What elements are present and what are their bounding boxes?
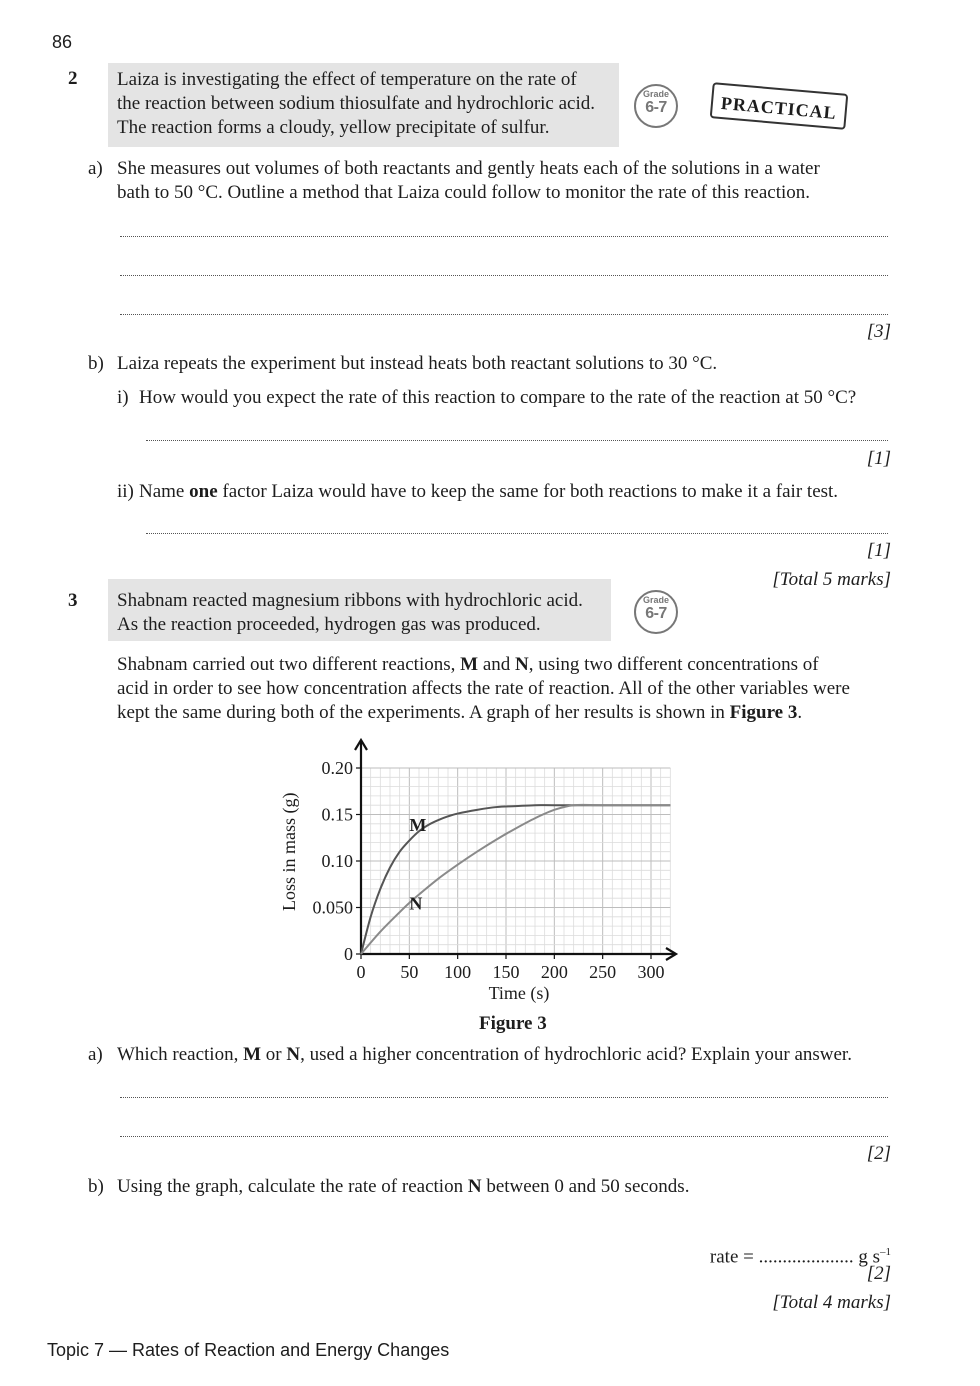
q2bi-label: i) — [117, 387, 129, 408]
q2a-answer-line-2[interactable] — [120, 275, 888, 276]
q2a-answer-line-3[interactable] — [120, 314, 888, 315]
q3-para-line3 — [117, 701, 802, 725]
q3-para-l1-m: M — [460, 654, 479, 675]
q3a-text — [117, 1043, 852, 1067]
q3b-post: between 0 and 50 seconds. — [481, 1176, 690, 1197]
q3a-answer-line-2[interactable] — [120, 1136, 888, 1137]
q3-para-l3-b: . — [797, 702, 803, 723]
q3-number: 3 — [68, 590, 78, 611]
q3-para-l1-b: and — [478, 654, 515, 675]
q2bii-label: ii) — [117, 481, 134, 502]
q2b-text: Laiza repeats the experiment but instead heats both reactant solutions to 30 °C. — [117, 353, 718, 374]
q3a-mid: or — [261, 1044, 287, 1065]
grade-value: 6-7 — [645, 605, 667, 622]
q3a-n: N — [286, 1044, 301, 1065]
q3b-pre: Using the graph, calculate the rate of reaction — [117, 1176, 468, 1197]
rate-unit: g s — [853, 1246, 880, 1268]
q2bii-text-bold: one — [189, 481, 218, 502]
q3b-text — [117, 1175, 689, 1199]
q2bii-marks: [1] — [866, 540, 891, 561]
q3a-label: a) — [88, 1044, 103, 1065]
grade-badge-icon — [634, 84, 678, 128]
series-n-label: N — [409, 893, 423, 914]
x-tick-label: 300 — [637, 962, 665, 982]
q2a-line1: She measures out volumes of both reactants and gently heats each of the solutions in a water — [117, 158, 820, 179]
series-m-label: M — [409, 815, 427, 836]
q3a-post: , used a higher concentration of hydrochloric acid? Explain your answer. — [300, 1044, 852, 1065]
x-tick-label: 150 — [492, 962, 520, 982]
grade-label: Grade — [642, 89, 669, 99]
q2-intro-line3: The reaction forms a cloudy, yellow precipitate of sulfur. — [117, 117, 550, 138]
q2a-answer-line-1[interactable] — [120, 236, 888, 237]
figure-3-chart — [260, 730, 700, 1012]
y-axis-label: Loss in mass (g) — [279, 792, 299, 911]
q2-intro-line2: the reaction between sodium thiosulfate and hydrochloric acid. — [117, 93, 596, 114]
x-axis-label: Time (s) — [488, 983, 550, 1003]
q3b-n: N — [467, 1176, 482, 1197]
q3-intro-line1: Shabnam reacted magnesium ribbons with hydrochloric acid. — [117, 590, 583, 611]
q2bii-text-pre: Name — [139, 481, 190, 502]
grade-badge-icon — [634, 590, 678, 634]
page-number: 86 — [52, 32, 73, 52]
q3a-marks: [2] — [866, 1143, 891, 1164]
q3-para-line2: acid in order to see how concentration affects the rate of reaction. All of the other variables were — [117, 678, 850, 699]
grade-label: Grade — [642, 595, 669, 605]
q3a-answer-line-1[interactable] — [120, 1097, 888, 1098]
q3-para-l3-a: kept the same during both of the experiments. A graph of her results is shown in — [117, 702, 730, 723]
x-tick-label: 50 — [400, 962, 419, 982]
q3a-pre: Which reaction, — [117, 1044, 244, 1065]
q2-intro-line1: Laiza is investigating the effect of temperature on the rate of — [117, 69, 577, 90]
q3-intro-line2: As the reaction proceeded, hydrogen gas was produced. — [117, 614, 541, 635]
q2a-marks: [3] — [866, 321, 891, 342]
chart-grid — [361, 768, 670, 954]
q3-para-l1-n: N — [515, 654, 529, 675]
q2b-label: b) — [88, 353, 104, 374]
q2bii-answer-line[interactable] — [146, 533, 888, 534]
q3a-m: M — [243, 1044, 262, 1065]
q2a-label: a) — [88, 158, 103, 179]
rate-dots[interactable]: .................... — [758, 1246, 854, 1268]
x-tick-label: 0 — [356, 962, 366, 982]
q3-total-marks: [Total 4 marks] — [772, 1292, 891, 1313]
q2bii-text — [139, 480, 838, 504]
q3-para-l1-a: Shabnam carried out two different reactions, — [117, 654, 461, 675]
grade-value: 6-7 — [645, 99, 667, 116]
q3-para-l1-c: , using two different concentrations of — [528, 654, 819, 675]
rate-prefix: rate = — [709, 1246, 759, 1268]
y-tick-label: 0.10 — [321, 851, 353, 871]
footer-topic: Topic 7 — Rates of Reaction and Energy Changes — [47, 1340, 450, 1360]
x-tick-label: 100 — [444, 962, 472, 982]
y-tick-label: 0.050 — [312, 897, 353, 918]
y-tick-label: 0 — [344, 944, 353, 964]
practical-stamp: PRACTICAL — [710, 82, 849, 130]
q3b-rate-answer[interactable] — [710, 1240, 891, 1269]
q3-para-line1 — [117, 653, 819, 677]
x-tick-label: 200 — [540, 962, 568, 982]
figure-caption: Figure 3 — [479, 1013, 547, 1034]
rate-unit-sup: –1 — [880, 1246, 891, 1258]
q2a-line2: bath to 50 °C. Outline a method that Laiza could follow to monitor the rate of this reaction. — [117, 182, 811, 203]
chart-labels — [279, 758, 665, 1004]
q2-number: 2 — [68, 68, 78, 89]
q3b-marks: [2] — [866, 1263, 891, 1284]
q2bi-text: How would you expect the rate of this reaction to compare to the rate of the reaction at 50 °C? — [139, 387, 857, 408]
q2bii-text-post: factor Laiza would have to keep the same for both reactions to make it a fair test. — [217, 481, 839, 502]
q3-para-l3-fig: Figure 3 — [729, 702, 798, 723]
q2bi-marks: [1] — [866, 448, 891, 469]
q2-total-marks: [Total 5 marks] — [772, 569, 891, 590]
q3b-label: b) — [88, 1176, 104, 1197]
x-tick-label: 250 — [589, 962, 617, 982]
y-tick-label: 0.20 — [321, 758, 353, 778]
y-tick-label: 0.15 — [321, 804, 353, 825]
q2bi-answer-line[interactable] — [146, 440, 888, 441]
